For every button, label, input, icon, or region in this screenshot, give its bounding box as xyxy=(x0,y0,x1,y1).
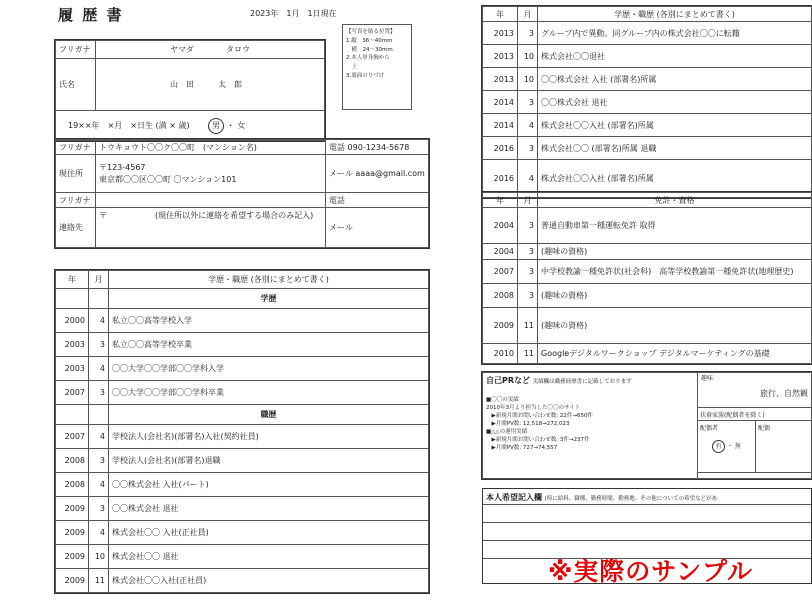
month-cell: 3 xyxy=(518,244,538,260)
year-cell: 2010 xyxy=(483,344,518,364)
text-cell: 〇〇大学〇〇学部〇〇学科入学 xyxy=(109,357,429,381)
request-label: 本人希望記入欄 xyxy=(486,493,542,502)
birth-date: 19××年 ×月 ×日生 (満 × 歳) xyxy=(68,120,190,130)
birth-row: 19××年 ×月 ×日生 (満 × 歳) 男 ・ 女 xyxy=(56,111,325,141)
month-cell: 3 xyxy=(518,208,538,244)
month-cell: 10 xyxy=(89,545,109,569)
year-cell: 2014 xyxy=(483,91,518,114)
month-cell: 3 xyxy=(518,22,538,45)
text-cell: 私立〇〇高等学校卒業 xyxy=(109,333,429,357)
table-row xyxy=(56,309,429,333)
addr-furigana-value: トウキョウト〇〇ク〇〇町 (マンション名) xyxy=(96,140,326,155)
year-cell: 2003 xyxy=(56,357,89,381)
hobby-value: 旅行、自然観 xyxy=(760,389,808,398)
month-cell: 4 xyxy=(89,473,109,497)
history-left-table xyxy=(55,270,429,593)
text-cell: 〇〇株式会社 入社(パート) xyxy=(109,473,429,497)
text-cell: (趣味の資格) xyxy=(538,308,812,344)
furigana-label: フリガナ xyxy=(56,41,96,59)
table-row xyxy=(56,449,429,473)
year-cell: 2009 xyxy=(56,521,89,545)
year-cell: 2004 xyxy=(483,244,518,260)
col-month: 月 xyxy=(89,271,109,289)
request-note: (特に給料、職種、勤務時間、勤務地、その他についての希望などがあ xyxy=(544,496,718,502)
text-cell: 〇〇株式会社 退社 xyxy=(538,91,812,114)
resume-title: 履 歴 書 xyxy=(58,6,124,24)
month-cell: 4 xyxy=(89,309,109,333)
year-cell: 2009 xyxy=(56,497,89,521)
year-cell: 2009 xyxy=(483,308,518,344)
pr-line: ■△△の運用実績 xyxy=(486,428,528,435)
month-cell: 3 xyxy=(89,449,109,473)
table-row xyxy=(483,45,812,68)
text-cell: 株式会社〇〇退社 xyxy=(538,45,812,68)
col-title: 学歴・職歴 (各別にまとめて書く) xyxy=(109,271,429,289)
text-cell: 中学校教諭一種免許状(社会科) 高等学校教諭第一種免許状(地理歴史) xyxy=(538,260,812,284)
table-row xyxy=(56,521,429,545)
pr-line: 2010年3月より担当した〇〇のサイト xyxy=(486,404,581,411)
spouse-label: 配偶者 xyxy=(700,425,719,432)
spouse-yes: 有 xyxy=(712,440,725,453)
table-row xyxy=(56,545,429,569)
pr-line: ▶月間PV数: 727→74,557 xyxy=(486,444,558,451)
text-cell: 株式会社〇〇入社 (部署名)所属 xyxy=(538,160,812,198)
photo-line: 2.本人単身胸から xyxy=(346,55,390,62)
address-value: 東京都〇〇区〇〇町 〇マンション101 xyxy=(99,174,237,184)
licenses-table xyxy=(482,192,812,364)
phone-label: 電話 xyxy=(329,142,345,152)
text-cell: グループ内で異動。同グループ内の株式会社〇〇に転籍 xyxy=(538,22,812,45)
text-cell: 株式会社〇〇 入社(正社員) xyxy=(109,521,429,545)
mail-cell xyxy=(326,155,429,193)
phone-value: 090-1234-5678 xyxy=(347,142,410,152)
table-row xyxy=(483,344,812,364)
table-row xyxy=(56,425,429,449)
text-cell: 株式会社〇〇入社 (部署名)所属 xyxy=(538,114,812,137)
pr-label: 自己PRなど xyxy=(486,376,531,385)
table-row xyxy=(483,244,812,260)
month-cell: 11 xyxy=(518,344,538,364)
table-row xyxy=(483,114,812,137)
photo-line: 上 xyxy=(346,64,358,71)
col-month: 月 xyxy=(518,193,538,208)
year-cell: 2000 xyxy=(56,309,89,333)
education-heading: 学歴 xyxy=(109,289,429,309)
spouse-support-cell xyxy=(756,421,812,473)
month-cell: 3 xyxy=(518,91,538,114)
furigana-value: ヤマダ タロウ xyxy=(96,41,325,59)
table-row xyxy=(483,208,812,244)
text-cell: 株式会社〇〇 退社 xyxy=(109,545,429,569)
col-title: 免許・資格 xyxy=(538,193,812,208)
photo-line: 1.縦 36～40mm xyxy=(346,37,393,44)
table-row xyxy=(56,497,429,521)
text-cell: Googleデジタルワークショップ デジタルマーケティングの基礎 xyxy=(538,344,812,364)
text-cell: 私立〇〇高等学校入学 xyxy=(109,309,429,333)
table-row xyxy=(56,333,429,357)
col-year: 年 xyxy=(56,271,89,289)
table-row xyxy=(56,357,429,381)
month-cell: 11 xyxy=(89,569,109,593)
table-row xyxy=(483,308,812,344)
name-table xyxy=(55,40,325,141)
text-cell: 〇〇株式会社 入社 (部署名)所属 xyxy=(538,68,812,91)
text-cell: 〇〇株式会社 退社 xyxy=(109,497,429,521)
text-cell: (趣味の資格) xyxy=(538,284,812,308)
phone-cell xyxy=(326,140,429,155)
text-cell: 株式会社〇〇 (部署名)所属 退職 xyxy=(538,137,812,160)
month-cell: 3 xyxy=(89,381,109,405)
hobby-label: 趣味 xyxy=(701,375,714,382)
pr-line: ▶新規月間お問い合わせ数: 3件→237件 xyxy=(486,436,590,443)
table-row xyxy=(56,473,429,497)
col-month: 月 xyxy=(518,7,538,22)
table-header xyxy=(483,7,812,22)
history-right-table xyxy=(482,6,812,198)
date-current: 2023年 1月 1日現在 xyxy=(250,9,337,18)
year-cell: 2004 xyxy=(483,208,518,244)
contact-furigana-label: フリガナ xyxy=(56,193,96,208)
table-row xyxy=(56,381,429,405)
address-table xyxy=(55,139,429,248)
gender-female: 女 xyxy=(237,120,246,130)
contact-phone-label: 電話 xyxy=(326,193,429,208)
year-cell: 2007 xyxy=(56,381,89,405)
text-cell: (趣味の資格) xyxy=(538,244,812,260)
month-cell: 3 xyxy=(89,333,109,357)
month-cell: 3 xyxy=(89,497,109,521)
spouse-cell: 配偶者 有 ・ 無 xyxy=(698,421,756,473)
text-cell: 学校法人(会社名)(部署名)入社(契約社員) xyxy=(109,425,429,449)
pr-note: 実績欄は職務経歴書に記載しております xyxy=(532,379,632,385)
table-row xyxy=(483,68,812,91)
text-cell: 株式会社〇〇入社(正社員) xyxy=(109,569,429,593)
year-cell: 2008 xyxy=(483,284,518,308)
year-cell: 2009 xyxy=(56,569,89,593)
table-row xyxy=(483,260,812,284)
address-label: 現住所 xyxy=(56,155,96,193)
pr-lines xyxy=(486,397,694,453)
month-cell: 4 xyxy=(89,425,109,449)
photo-line: 【写真を貼る位置】 xyxy=(346,29,396,35)
year-cell: 2013 xyxy=(483,68,518,91)
table-row xyxy=(56,569,429,593)
year-cell: 2008 xyxy=(56,473,89,497)
year-cell: 2007 xyxy=(56,425,89,449)
table-row xyxy=(483,91,812,114)
month-cell: 4 xyxy=(89,357,109,381)
mail-value: aaaa@gmail.com xyxy=(355,169,425,178)
dependents-label: 扶養家族(配偶者を除く) xyxy=(700,412,765,419)
table-header xyxy=(483,193,812,208)
col-year: 年 xyxy=(483,193,518,208)
work-heading: 職歴 xyxy=(109,405,429,425)
pr-line: ▶新規月間お問い合わせ数: 22件→650件 xyxy=(486,412,593,419)
name-label: 氏名 xyxy=(56,59,96,111)
gender-male: 男 xyxy=(208,118,224,134)
year-cell: 2008 xyxy=(56,449,89,473)
contact-mail-label: メール xyxy=(326,208,429,248)
addr-furigana-label: フリガナ xyxy=(56,140,96,155)
month-cell: 10 xyxy=(518,68,538,91)
month-cell: 10 xyxy=(518,45,538,68)
table-row xyxy=(483,284,812,308)
table-header xyxy=(56,271,429,289)
month-cell: 4 xyxy=(518,160,538,198)
photo-line: 横 24～30mm xyxy=(346,46,393,53)
month-cell: 11 xyxy=(518,308,538,344)
year-cell: 2014 xyxy=(483,114,518,137)
month-cell: 3 xyxy=(518,260,538,284)
name-value: 山田 太郎 xyxy=(96,59,325,111)
photo-line: 3.裏面のりづけ xyxy=(346,72,385,79)
table-row xyxy=(483,22,812,45)
year-cell: 2003 xyxy=(56,333,89,357)
col-title: 学歴・職歴 (各別にまとめて書く) xyxy=(538,7,812,22)
pr-line: ▶月間PV数: 12,518→272,023 xyxy=(486,420,570,427)
text-cell: 〇〇大学〇〇学部〇〇学科卒業 xyxy=(109,381,429,405)
month-cell: 3 xyxy=(518,137,538,160)
month-cell: 3 xyxy=(518,284,538,308)
contact-note: 〒 (現住所以外に連絡を希望する場合のみ記入) xyxy=(96,208,326,248)
spouse-support-label: 配偶 xyxy=(758,425,771,432)
postal-code: 〒123-4567 xyxy=(99,163,146,173)
text-cell: 学校法人(会社名)(部署名)退職 xyxy=(109,449,429,473)
year-cell: 2009 xyxy=(56,545,89,569)
year-cell: 2013 xyxy=(483,45,518,68)
dependents-cell xyxy=(698,407,812,421)
text-cell: 普通自動車第一種運転免許 取得 xyxy=(538,208,812,244)
year-cell: 2007 xyxy=(483,260,518,284)
year-cell: 2016 xyxy=(483,160,518,198)
month-cell: 4 xyxy=(89,521,109,545)
contact-label: 連絡先 xyxy=(56,208,96,248)
sample-watermark: ※実際のサンプル xyxy=(548,557,754,586)
table-row xyxy=(483,137,812,160)
year-cell: 2013 xyxy=(483,22,518,45)
mail-label: メール xyxy=(329,169,353,178)
month-cell: 4 xyxy=(518,114,538,137)
pr-line: ■〇〇の実績 xyxy=(486,396,519,403)
spouse-no: 無 xyxy=(734,443,741,450)
col-year: 年 xyxy=(483,7,518,22)
photo-placeholder xyxy=(342,24,412,110)
year-cell: 2016 xyxy=(483,137,518,160)
